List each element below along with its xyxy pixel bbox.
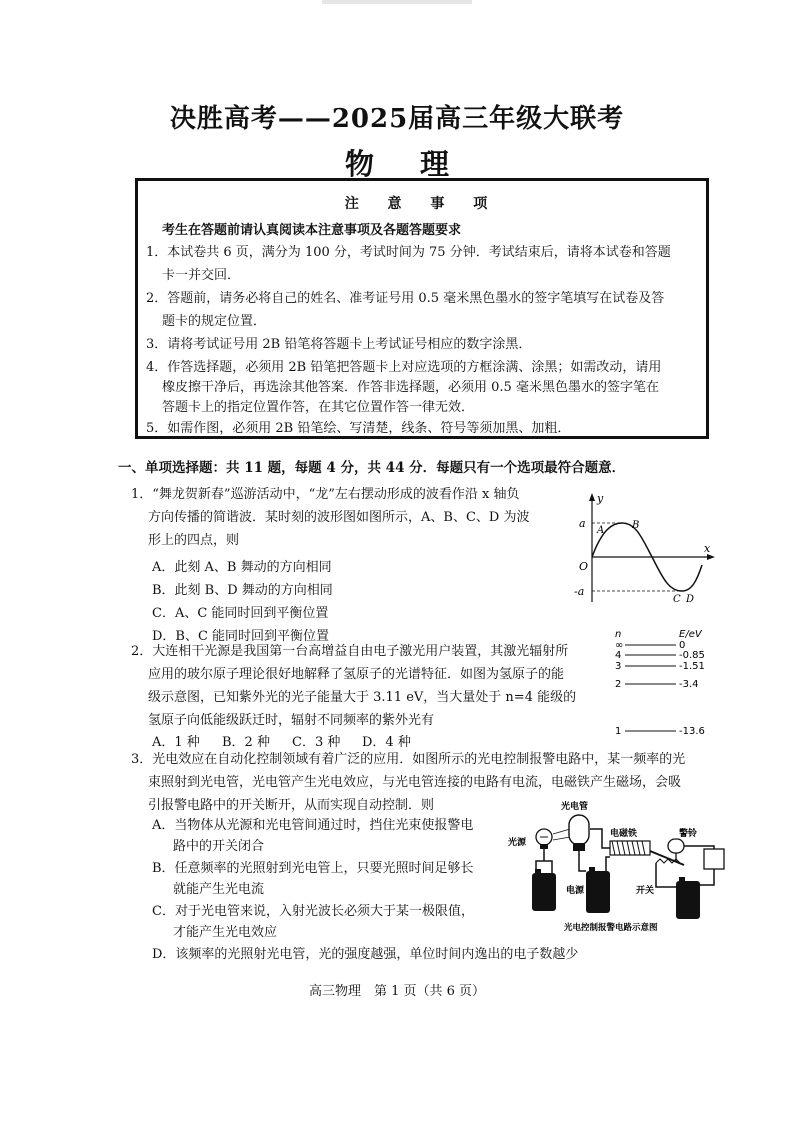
notice-line: 1．本试卷共 6 页，满分为 100 分，考试时间为 75 分钟．考试结束后，请将本试卷和答题	[146, 245, 671, 260]
notice-heading: 注 意 事 项	[344, 196, 500, 212]
notice-line: 2．答题前，请务必将自己的姓名、准考证号用 0.5 毫米黑色墨水的签字笔填写在试卷及答	[146, 291, 665, 306]
phototube-base	[573, 843, 585, 851]
q1-option-d: D．B、C 能同时回到平衡位置	[152, 629, 330, 644]
notice-line: 4．作答选择题，必须用 2B 铅笔把答题卡上对应选项的方框涂满、涂黑；如需改动，请用	[146, 360, 662, 375]
x-axis-label: x	[704, 542, 711, 555]
y-axis-arrow	[589, 493, 595, 501]
amplitude-pos-label: a	[579, 517, 586, 530]
scan-artifact	[322, 0, 472, 4]
q2-text-line: 级示意图，已知紫外光的光子能量大于 3.11 eV，当大量处于 n=4 能级的	[148, 690, 577, 705]
level-inf-energy: 0	[679, 640, 686, 651]
origin-label: O	[579, 560, 589, 573]
alarm-bell-label: 警铃	[679, 829, 698, 839]
battery-right-icon	[676, 881, 700, 919]
notice-line: 5．如需作图，必须用 2B 铅笔绘、写清楚，线条、符号等须加黑、加粗．	[146, 421, 571, 436]
battery-right-terminal	[679, 877, 685, 882]
q2-option-b: B．2 种	[222, 735, 270, 750]
phototube-label: 光电管	[561, 802, 589, 812]
level-inf-n: ∞	[615, 640, 624, 651]
level-2-energy: -3.4	[679, 679, 699, 690]
subject-title: 物 理	[344, 147, 468, 181]
level-1-energy: -13.6	[679, 726, 705, 737]
electromagnet-label: 电磁铁	[610, 829, 638, 839]
wire-phototube-battery	[579, 865, 586, 871]
level-4-n: 4	[615, 650, 622, 661]
q1-option-a: A．此刻 A、B 舞动的方向相同	[152, 560, 332, 575]
q3-option-d: D．该频率的光照射光电管，光的强度越强，单位时间内逸出的电子数越少	[152, 947, 579, 962]
section-heading: 一、单项选择题：共 11 题，每题 4 分，共 44 分．每题只有一个选项最符合题意．	[118, 460, 626, 476]
wire-battery-magnet	[606, 857, 610, 871]
switch-label: 开关	[636, 886, 655, 896]
q2-option-d: D．4 种	[362, 735, 411, 750]
bulb-base	[540, 844, 548, 849]
light-source-label: 光源	[508, 838, 527, 848]
point-a-label: A	[597, 525, 605, 536]
battery-left-terminal	[535, 869, 541, 874]
notice-line: 答题卡上的指定位置作答，在其它位置作答一律无效．	[162, 400, 475, 415]
alarm-bell-icon	[668, 839, 684, 853]
notice-line: 卡一并交回．	[162, 268, 241, 283]
energy-column-label: E/eV	[679, 629, 702, 640]
q2-option-c: C．3 种	[292, 735, 341, 750]
q2-text-line: 应用的玻尔原子理论很好地解释了氢原子的光谱特征．如图为氢原子的能	[148, 667, 565, 682]
point-c-label: C	[673, 594, 681, 605]
notice-box	[135, 178, 709, 439]
level-3-energy: -1.51	[679, 661, 705, 672]
level-4-energy: -0.85	[679, 650, 705, 661]
q3-option-b-cont: 就能产生光电流	[173, 882, 265, 897]
q2-text-line: 2．大连相干光源是我国第一台高增益自由电子激光用户装置，其激光辐射所	[131, 644, 569, 659]
point-b-label: B	[632, 520, 640, 531]
power-label: 电源	[566, 886, 585, 896]
level-3-n: 3	[615, 661, 622, 672]
n-column-label: n	[615, 629, 622, 640]
q3-option-c-cont: 才能产生光电效应	[173, 925, 278, 940]
wire-source-right	[544, 861, 552, 873]
light-beam	[553, 829, 570, 834]
notice-line: 题卡的规定位置．	[162, 314, 267, 329]
y-axis-label: y	[597, 492, 604, 505]
wire-box-battery	[700, 869, 714, 885]
bell-box	[704, 849, 724, 869]
level-1-n: 1	[615, 726, 622, 737]
q1-option-c: C．A、C 能同时回到平衡位置	[152, 606, 329, 621]
q3-option-a-cont: 路中的开关闭合	[173, 839, 265, 854]
amplitude-neg-label: -a	[574, 585, 585, 598]
q1-text-line: 方向传播的简谐波．某时刻的波形图如图所示，A、B、C、D 为波	[148, 510, 530, 525]
wire-switch-battery	[656, 883, 676, 887]
battery-middle-icon	[586, 871, 610, 913]
phototube-icon	[569, 815, 589, 845]
notice-line: 3．请将考试证号用 2B 铅笔将答题卡上考试证号相应的数字涂黑．	[146, 337, 532, 352]
point-d-label: D	[686, 594, 695, 605]
exam-title: 决胜高考——2025届高三年级大联考	[169, 104, 625, 134]
level-2-n: 2	[615, 679, 622, 690]
q3-option-c: C．对于光电管来说，入射光波长必须大于某一极限值，	[152, 904, 474, 919]
wire-magnet-phototube	[590, 829, 610, 848]
q2-energy-level-diagram	[612, 628, 722, 740]
notice-intro: 考生在答题前请认真阅读本注意事项及各题答题要求	[162, 223, 462, 238]
page-footer: 高三物理 第 1 页（共 6 页）	[308, 984, 486, 999]
q3-text-line: 3．光电效应在自动化控制领域有着广泛的应用．如图所示的光电控制报警电路中，某一频率的光	[131, 752, 686, 767]
q1-wave-figure	[570, 490, 720, 610]
q2-option-a: A．1 种	[152, 735, 200, 750]
q1-option-b: B．此刻 B、D 舞动的方向相同	[152, 583, 333, 598]
q3-option-a: A．当物体从光源和光电管间通过时，挡住光束使报警电	[152, 818, 474, 833]
light-beam	[553, 837, 570, 840]
circuit-caption: 光电控制报警电路示意图	[564, 923, 658, 933]
q2-text-line: 氢原子向低能级跃迁时，辐射不同频率的紫外光有	[148, 713, 435, 728]
q3-text-line: 束照射到光电管，光电管产生光电效应，与光电管连接的电路有电流，电磁铁产生磁场，会吸	[148, 775, 682, 790]
q1-text-line: 1．“舞龙贺新春”巡游活动中，“龙”左右摆动形成的波看作沿 x 轴负	[131, 487, 520, 502]
battery-left-icon	[532, 873, 556, 911]
q3-text-line: 引报警电路中的开关断开，从而实现自动控制．则	[148, 798, 435, 813]
notice-line: 橡皮擦干净后，再选涂其他答案．作答非选择题，必须用 0.5 毫米黑色墨水的签字笔在	[162, 380, 659, 395]
q3-circuit-diagram	[506, 793, 738, 941]
battery-middle-terminal	[589, 867, 595, 872]
q3-option-b: B．任意频率的光照射到光电管上，只要光照时间足够长	[152, 861, 474, 876]
q1-text-line: 形上的四点，则	[148, 533, 240, 548]
